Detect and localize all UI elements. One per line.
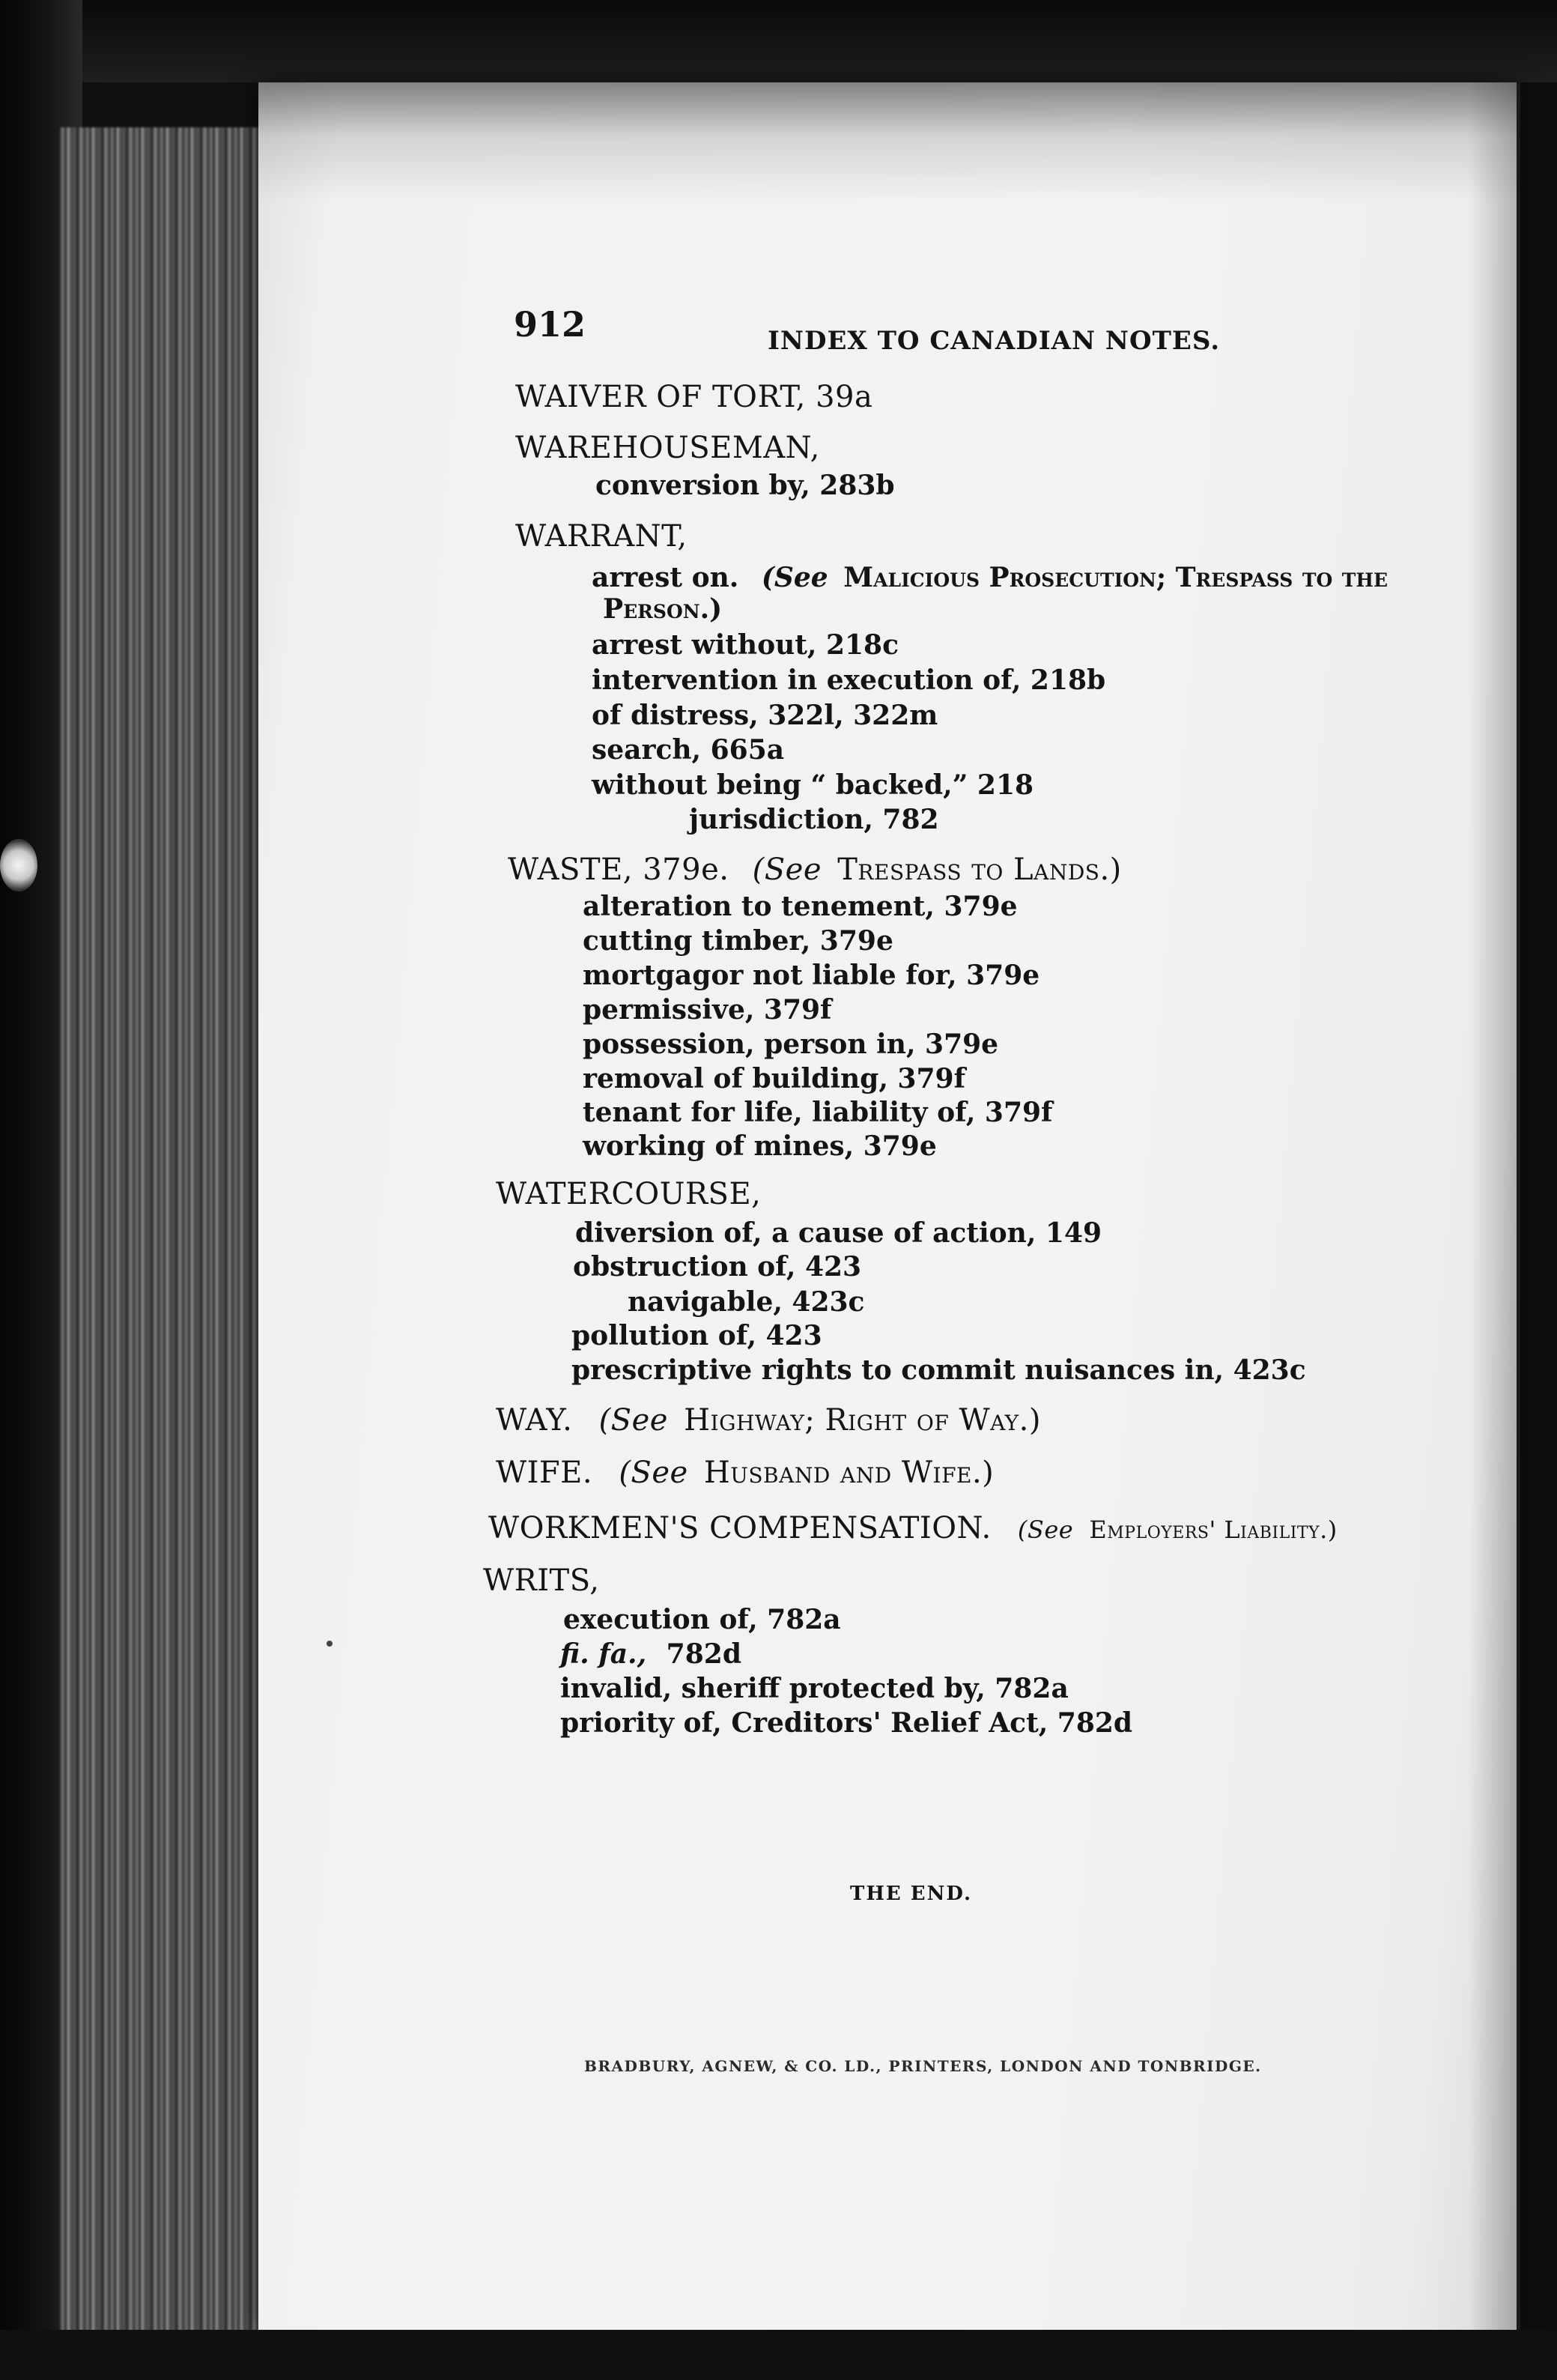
subentry: invalid, sheriff protected by, 782a	[560, 1673, 1069, 1704]
subentry	[560, 1638, 741, 1670]
page-top-shadow	[258, 82, 1517, 202]
subentry: priority of, Creditors' Relief Act, 782d	[560, 1707, 1133, 1739]
end-mark: THE END.	[850, 1883, 973, 1905]
heading-text: WORKMEN'S COMPENSATION.	[488, 1511, 992, 1545]
subentry: removal of building, 379f	[583, 1063, 966, 1094]
see-reference: Husband and Wife.)	[703, 1456, 995, 1490]
heading-text: WASTE, 379e.	[508, 853, 729, 887]
entry-heading-waiver: WAIVER OF TORT, 39a	[515, 380, 873, 414]
sub-subentry: navigable, 423c	[628, 1286, 865, 1318]
scan-top-border	[0, 0, 1557, 82]
subentry: permissive, 379f	[583, 994, 832, 1026]
see-reference: Employers' Liability.)	[1089, 1515, 1338, 1544]
subentry: without being “ backed,” 218	[592, 769, 1034, 801]
subentry: tenant for life, liability of, 379f	[583, 1097, 1053, 1128]
subentry-italic: fi. fa.,	[560, 1638, 647, 1670]
scan-bottom-border	[0, 2330, 1557, 2380]
subentry	[592, 564, 1388, 591]
subentry: obstruction of, 423	[573, 1251, 862, 1283]
see-reference: Malicious Prosecution; Trespass to the	[843, 562, 1388, 593]
see-prefix: (See	[752, 853, 822, 887]
binding-hole-mark	[0, 839, 37, 891]
page-number: 912	[514, 304, 586, 345]
see-reference: Highway; Right of Way.)	[684, 1403, 1041, 1438]
see-prefix: (See	[619, 1456, 688, 1490]
ink-speck	[327, 1641, 333, 1647]
subentry: conversion by, 283b	[595, 470, 895, 501]
sub-subentry: jurisdiction, 782	[689, 804, 939, 835]
entry-heading-warrant: WARRANT,	[515, 519, 688, 554]
see-reference-continued: Person.)	[603, 593, 723, 625]
subentry-text: arrest on.	[592, 562, 739, 593]
subentry: mortgagor not liable for, 379e	[583, 960, 1040, 991]
entry-heading-writs: WRITS,	[483, 1563, 600, 1598]
subentry: intervention in execution of, 218b	[592, 664, 1106, 696]
subentry: working of mines, 379e	[583, 1130, 937, 1162]
see-prefix: (See	[1017, 1515, 1074, 1544]
entry-heading-waste	[508, 855, 1122, 885]
running-title: INDEX TO CANADIAN NOTES.	[768, 326, 1221, 356]
subentry: arrest without, 218c	[592, 629, 899, 661]
entry-heading-way	[496, 1403, 1041, 1438]
entry-heading-watercourse: WATERCOURSE,	[496, 1177, 762, 1211]
subentry: prescriptive rights to commit nuisances in, 423c	[571, 1354, 1306, 1386]
subentry: pollution of, 423	[571, 1320, 822, 1351]
subentry: diversion of, a cause of action, 149	[575, 1217, 1102, 1249]
page-right-shadow	[1468, 82, 1520, 2330]
subentry-text: 782d	[666, 1638, 741, 1670]
subentry: alteration to tenement, 379e	[583, 891, 1018, 922]
subentry: search, 665a	[592, 734, 785, 766]
printer-imprint: BRADBURY, AGNEW, & CO. LD., PRINTERS, LONDON AND TONBRIDGE.	[584, 2057, 1262, 2075]
see-reference: Trespass to Lands.)	[837, 853, 1122, 887]
subentry: of distress, 322l, 322m	[592, 700, 938, 731]
book-page	[258, 82, 1517, 2330]
entry-heading-warehouseman: WAREHOUSEMAN,	[515, 431, 820, 465]
entry-heading-workmens-compensation	[488, 1513, 1338, 1543]
entry-heading-wife	[496, 1458, 994, 1488]
subentry: possession, person in, 379e	[583, 1029, 999, 1060]
see-prefix: (See	[598, 1403, 668, 1438]
subentry: cutting timber, 379e	[583, 925, 893, 957]
subentry: execution of, 782a	[563, 1604, 841, 1635]
heading-text: WAY.	[496, 1403, 573, 1438]
book-page-edges	[60, 127, 270, 2345]
see-prefix: (See	[761, 562, 828, 593]
heading-text: WIFE.	[496, 1456, 593, 1490]
